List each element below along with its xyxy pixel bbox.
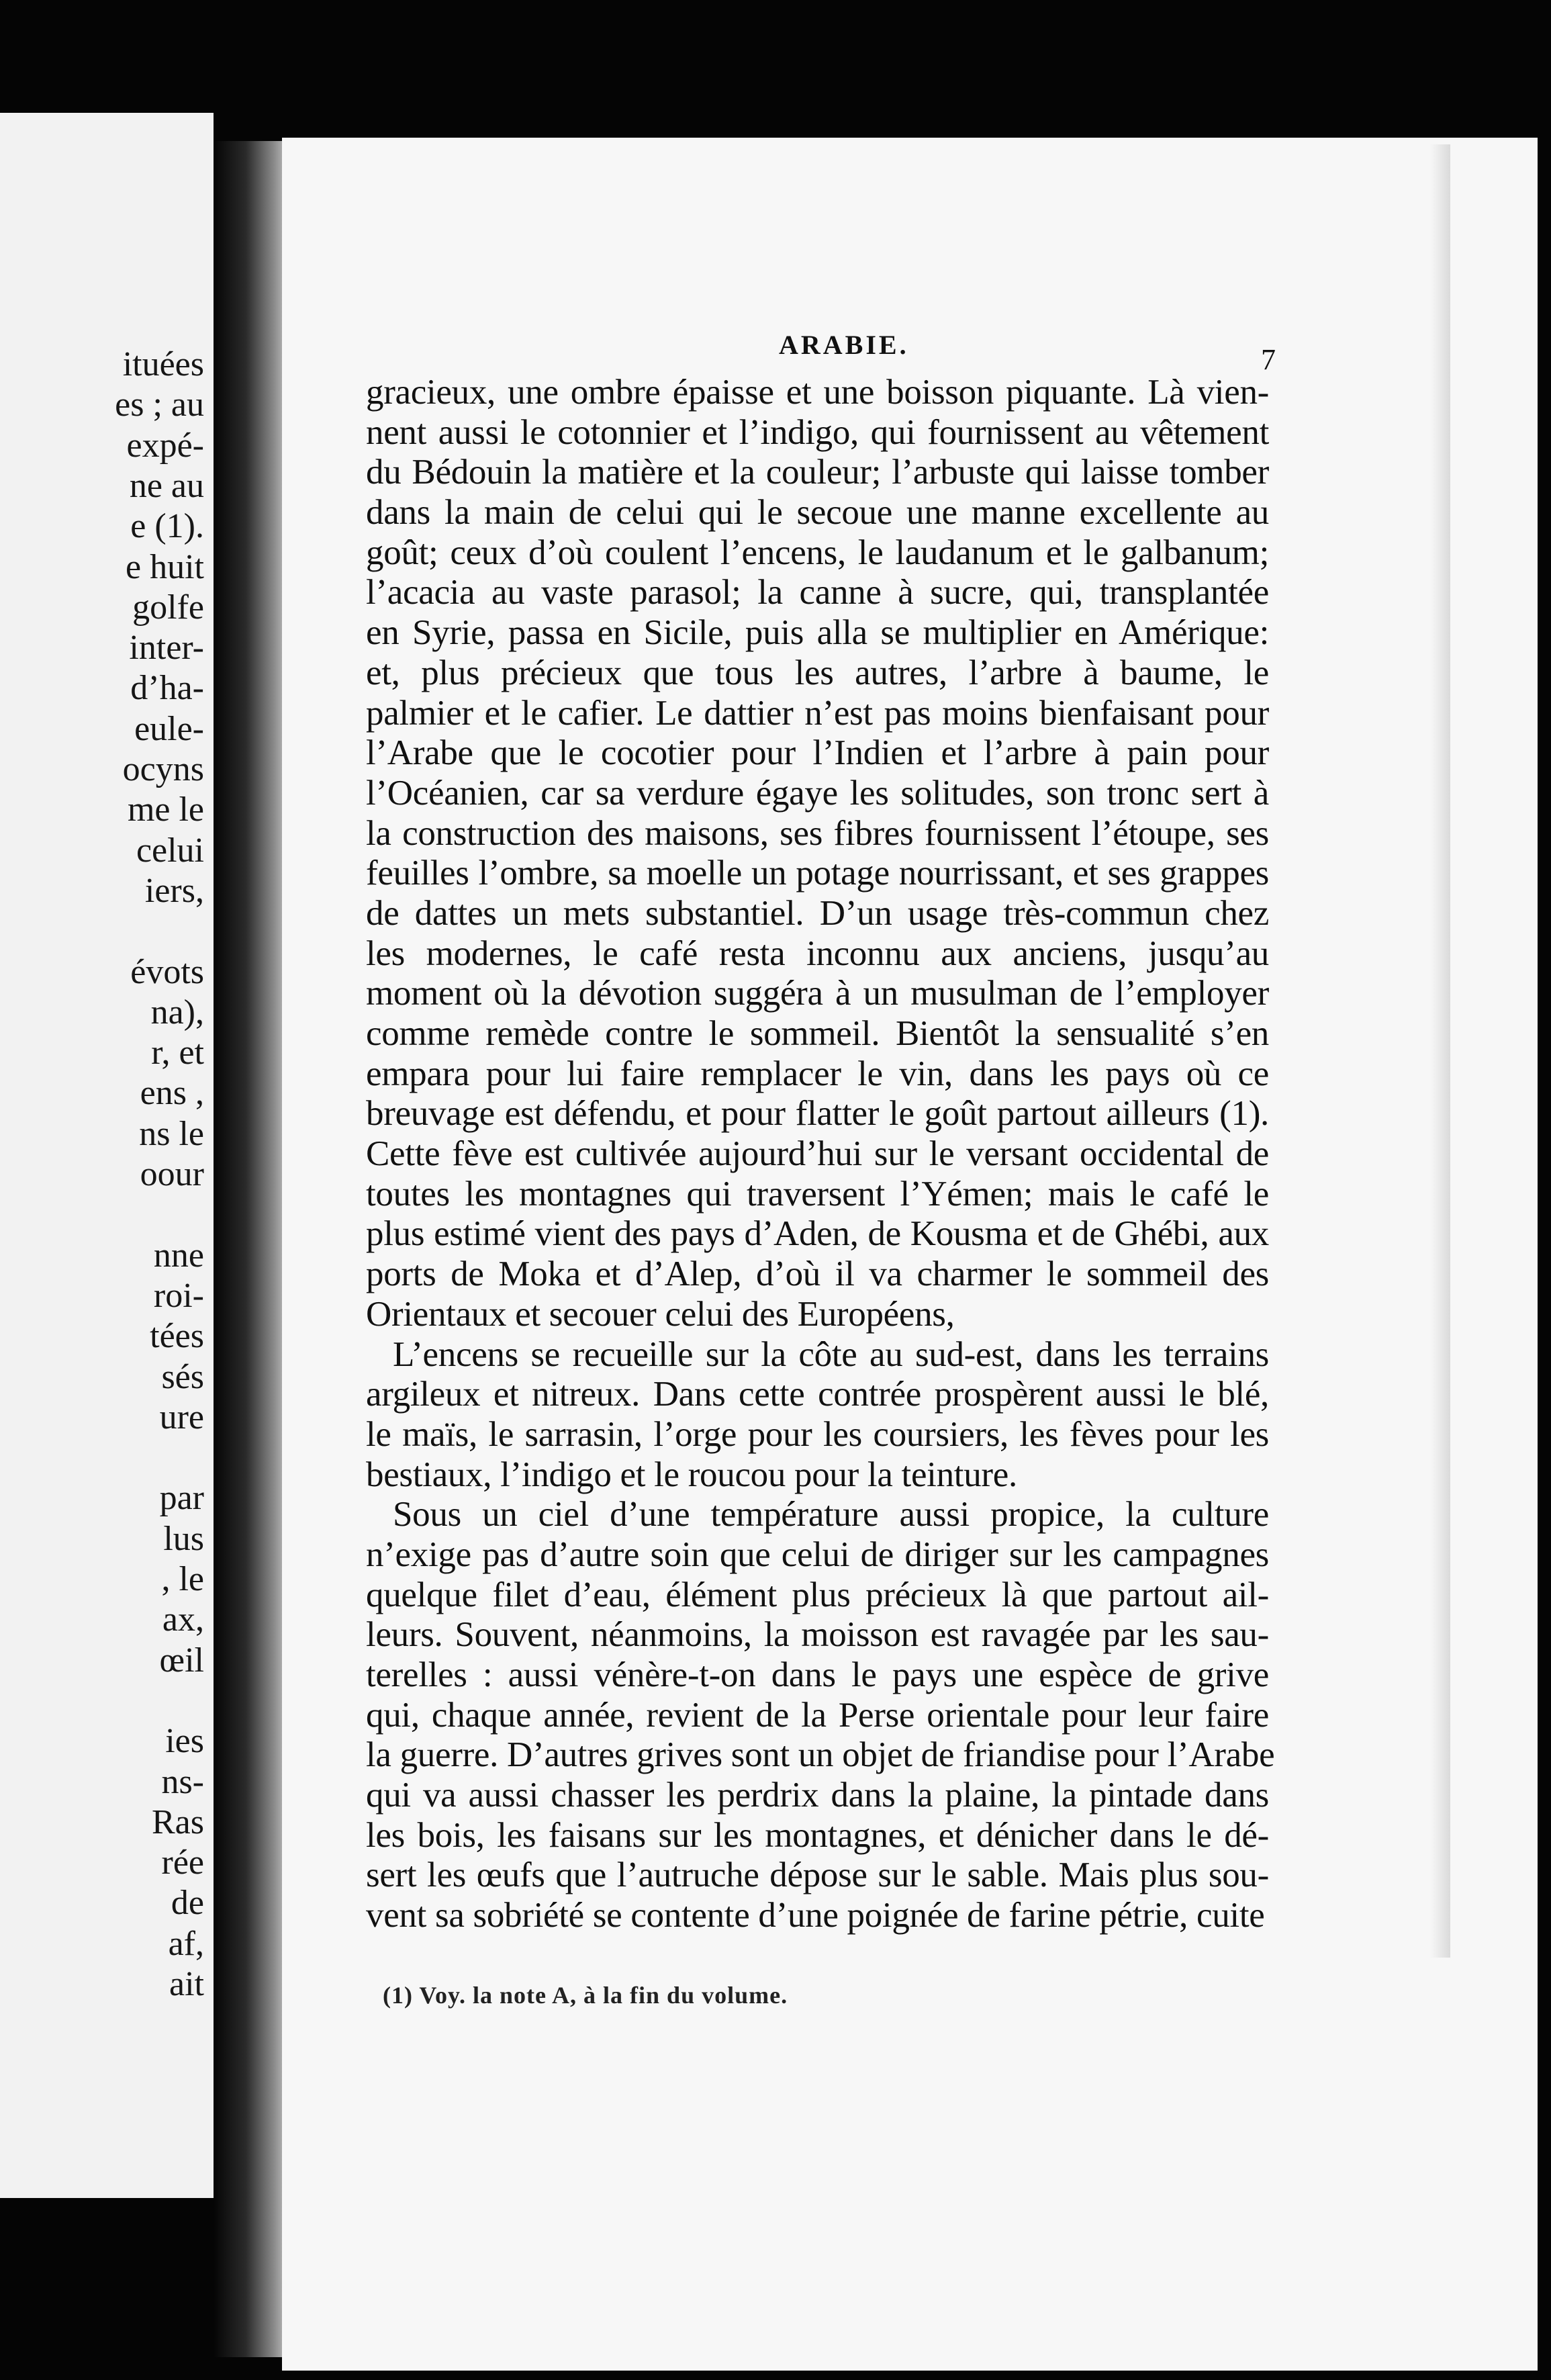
left-page-fragment: expé-: [126, 426, 204, 465]
left-page-fragment: roi-: [153, 1276, 204, 1315]
left-page-fragment: ns le: [139, 1114, 204, 1153]
text-line: leurs. Souvent, néanmoins, la moisson est ravagée par les sau-: [366, 1615, 1269, 1655]
footnote: (1) Voy. la note A, à la fin du volume.: [383, 1982, 788, 2009]
text-line: qui, chaque année, revient de la Perse orientale pour leur faire: [366, 1695, 1269, 1735]
text-line: gracieux, une ombre épaisse et une boisson piquante. Là vien-: [366, 373, 1269, 412]
text-line: plus estimé vient des pays d’Aden, de Kousma et de Ghébi, aux: [366, 1214, 1269, 1254]
left-page-fragment: r, et: [151, 1034, 204, 1072]
left-page-fragment: golfe: [132, 588, 204, 627]
text-line: ports de Moka et d’Alep, d’où il va charmer le sommeil des: [366, 1254, 1269, 1294]
text-line: qui va aussi chasser les perdrix dans la plaine, la pintade dans: [366, 1776, 1269, 1815]
text-line: terelles : aussi vénère-t-on dans le pays une espèce de grive: [366, 1655, 1269, 1694]
text-line: quelque filet d’eau, élément plus précieux là que partout ail-: [366, 1575, 1269, 1614]
text-line: empara pour lui faire remplacer le vin, dans les pays où ce: [366, 1054, 1269, 1093]
left-page-fragment: es ; au: [115, 385, 204, 424]
text-line: moment où la dévotion suggéra à un musulman de l’employer: [366, 974, 1269, 1013]
left-page-fragment: celui: [136, 831, 204, 870]
running-head: ARABIE.: [779, 330, 909, 360]
text-line: toutes les montagnes qui traversent l’Yémen; mais le café le: [366, 1174, 1269, 1214]
left-page-fragment: af,: [168, 1924, 204, 1963]
left-page-fragment: d’ha-: [130, 669, 204, 708]
left-page-fragment: ens ,: [140, 1074, 204, 1113]
text-line: les modernes, le café resta inconnu aux anciens, jusqu’au: [366, 933, 1269, 973]
text-line: comme remède contre le sommeil. Bientôt la sensualité s’en: [366, 1014, 1269, 1053]
left-page-fragment: rée: [161, 1843, 204, 1882]
text-line: sert les œufs que l’autruche dépose sur le sable. Mais plus sou-: [366, 1856, 1269, 1895]
left-page-fragment: ure: [159, 1398, 204, 1436]
text-line: vent sa sobriété se contente d’une poignée de farine pétrie, cuite: [366, 1896, 1265, 1935]
text-line: le maïs, le sarrasin, l’orge pour les coursiers, les fèves pour les: [366, 1414, 1269, 1454]
text-line: et, plus précieux que tous les autres, l’arbre à baume, le: [366, 653, 1269, 692]
text-line: Sous un ciel d’une température aussi propice, la culture: [393, 1495, 1269, 1535]
text-line: l’Arabe que le cocotier pour l’Indien et l’arbre à pain pour: [366, 733, 1269, 773]
text-line: Cette fève est cultivée aujourd’hui sur le versant occidental de: [366, 1134, 1269, 1174]
left-page-fragment: Ras: [152, 1802, 204, 1841]
page-number: 7: [1261, 343, 1276, 376]
text-line: argileux et nitreux. Dans cette contrée prospèrent aussi le blé,: [366, 1375, 1269, 1414]
text-line: dans la main de celui qui le secoue une manne excellente au: [366, 493, 1269, 533]
left-page-fragment: sés: [161, 1357, 204, 1396]
left-page-fragment: ne au: [129, 466, 204, 505]
left-page-fragment: na),: [150, 993, 204, 1032]
text-line: breuvage est défendu, et pour flatter le goût partout ailleurs (1).: [366, 1094, 1269, 1134]
text-line: Orientaux et secouer celui des Européens,: [366, 1294, 955, 1334]
left-page-fragment: de: [171, 1884, 204, 1923]
text-line: nent aussi le cotonnier et l’indigo, qui fournissent au vêtement: [366, 412, 1269, 452]
page-edge-shadow: [1430, 144, 1450, 1958]
text-line: goût; ceux d’où coulent l’encens, le laudanum et le galbanum;: [366, 533, 1269, 572]
text-line: n’exige pas d’autre soin que celui de diriger sur les campagnes: [366, 1535, 1269, 1574]
text-line: la construction des maisons, ses fibres fournissent l’étoupe, ses: [366, 813, 1269, 853]
text-line: l’acacia au vaste parasol; la canne à sucre, qui, transplantée: [366, 573, 1269, 612]
text-line: les bois, les faisans sur les montagnes, et dénicher dans le dé-: [366, 1815, 1269, 1855]
left-page-fragment: oour: [140, 1155, 204, 1193]
left-page-fragment: ns-: [161, 1762, 204, 1801]
left-page-fragment: eule-: [134, 709, 204, 748]
text-line: la guerre. D’autres grives sont un objet de friandise pour l’Arabe: [366, 1735, 1275, 1775]
left-page-fragment: œil: [159, 1641, 204, 1680]
left-page-fragment: ocyns: [122, 750, 204, 788]
left-page-fragment: inter-: [129, 629, 204, 668]
left-page-fragment: lus: [163, 1519, 204, 1558]
left-page-fragment: ait: [169, 1965, 204, 2003]
left-page-fragment: , le: [161, 1560, 204, 1598]
left-page-fragment: tées: [150, 1317, 204, 1356]
text-line: l’Océanien, car sa verdure égaye les solitudes, son tronc sert à: [366, 773, 1269, 813]
left-page-fragment: ax,: [162, 1600, 204, 1639]
left-page-fragment: ies: [165, 1722, 204, 1761]
left-page-fragment: e (1).: [130, 507, 204, 546]
body-text: [366, 373, 1275, 1936]
text-line: du Bédouin la matière et la couleur; l’arbuste qui laisse tomber: [366, 453, 1269, 492]
text-line: feuilles l’ombre, sa moelle un potage nourrissant, et ses grappes: [366, 854, 1269, 893]
text-line: de dattes un mets substantiel. D’un usage très-commun chez: [366, 893, 1269, 933]
left-page-fragment: nne: [153, 1236, 204, 1275]
text-line: palmier et le cafier. Le dattier n’est pas moins bienfaisant pour: [366, 693, 1269, 733]
left-page-fragment: iers,: [144, 871, 204, 910]
left-page-fragment: ituées: [122, 345, 204, 383]
left-page-fragment: évots: [130, 952, 204, 991]
text-line: en Syrie, passa en Sicile, puis alla se multiplier en Amérique:: [366, 613, 1269, 653]
left-page-fragment: par: [159, 1479, 204, 1518]
text-line: L’encens se recueille sur la côte au sud-est, dans les terrains: [393, 1334, 1269, 1374]
left-page: [0, 113, 214, 2198]
left-page-fragment: me le: [127, 790, 204, 829]
text-line: bestiaux, l’indigo et le roucou pour la teinture.: [366, 1455, 1017, 1494]
left-page-fragment: e huit: [126, 547, 204, 586]
